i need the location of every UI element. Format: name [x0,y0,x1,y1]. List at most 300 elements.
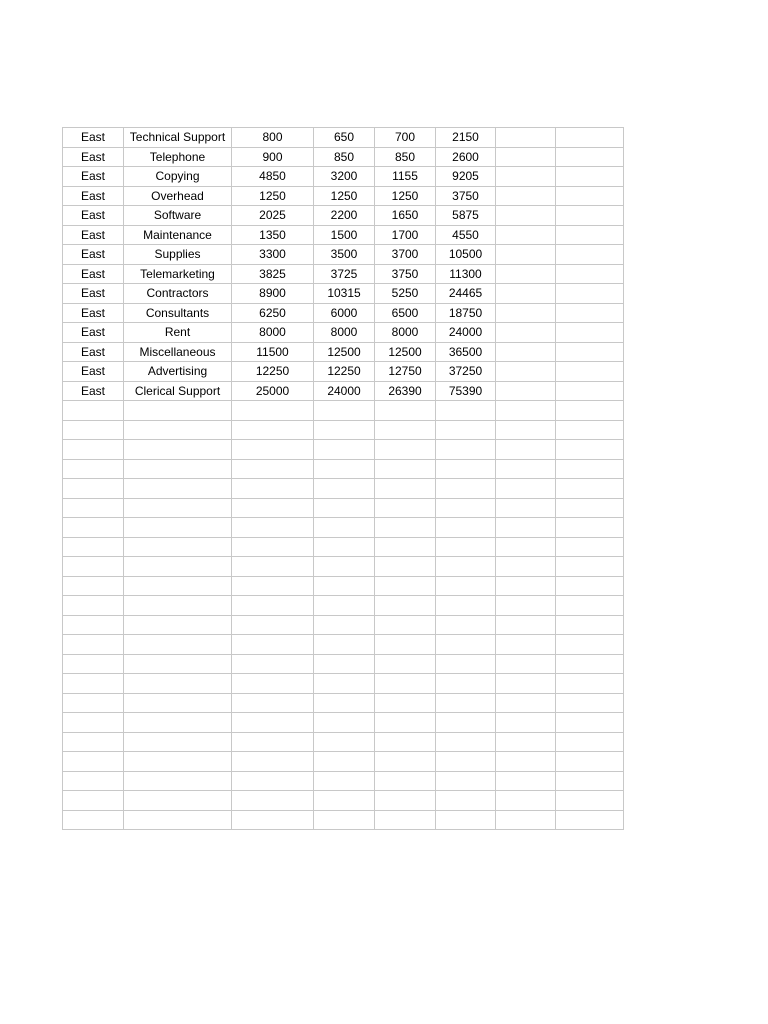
table-row [63,303,624,323]
table-row [63,284,624,304]
cell-value-1: 800 [232,128,314,148]
cell-extra-2 [556,518,624,538]
cell-value-2: 3500 [314,245,375,265]
cell-region: East [63,342,124,362]
cell-category: Maintenance [124,225,232,245]
cell-value-3 [375,791,436,811]
cell-total [436,557,496,577]
cell-extra-2 [556,654,624,674]
cell-region [63,440,124,460]
cell-category [124,635,232,655]
cell-extra-1 [496,654,556,674]
cell-region [63,518,124,538]
table-row [63,732,624,752]
table-row [63,459,624,479]
table-row [63,498,624,518]
cell-extra-1 [496,147,556,167]
cell-extra-2 [556,264,624,284]
cell-total [436,615,496,635]
cell-category [124,791,232,811]
cell-total [436,732,496,752]
table-row [63,537,624,557]
cell-extra-1 [496,381,556,401]
cell-category: Advertising [124,362,232,382]
cell-value-1: 11500 [232,342,314,362]
cell-extra-2 [556,596,624,616]
cell-value-2 [314,537,375,557]
cell-value-2 [314,771,375,791]
cell-extra-1 [496,284,556,304]
cell-extra-1 [496,791,556,811]
cell-value-2 [314,693,375,713]
cell-category: Copying [124,167,232,187]
cell-category: Contractors [124,284,232,304]
cell-value-1: 1350 [232,225,314,245]
cell-value-1: 3300 [232,245,314,265]
cell-value-1 [232,674,314,694]
cell-total [436,713,496,733]
cell-value-2 [314,440,375,460]
cell-value-1: 8000 [232,323,314,343]
cell-category [124,596,232,616]
cell-value-1 [232,518,314,538]
cell-extra-2 [556,674,624,694]
cell-extra-2 [556,362,624,382]
cell-total: 75390 [436,381,496,401]
cell-value-1 [232,537,314,557]
cell-total [436,420,496,440]
cell-region: East [63,147,124,167]
cell-value-1 [232,557,314,577]
cell-extra-2 [556,810,624,830]
cell-value-1: 6250 [232,303,314,323]
cell-value-2 [314,713,375,733]
cell-category [124,440,232,460]
cell-extra-1 [496,557,556,577]
table-row [63,128,624,148]
cell-extra-2 [556,459,624,479]
cell-value-1 [232,732,314,752]
cell-extra-2 [556,479,624,499]
cell-category: Telephone [124,147,232,167]
cell-value-2 [314,401,375,421]
cell-value-1 [232,693,314,713]
cell-region: East [63,206,124,226]
table-row [63,518,624,538]
cell-total [436,479,496,499]
cell-extra-1 [496,303,556,323]
table-row [63,479,624,499]
table-row [63,264,624,284]
cell-total: 5875 [436,206,496,226]
cell-extra-2 [556,381,624,401]
cell-extra-2 [556,186,624,206]
cell-extra-2 [556,245,624,265]
cell-value-1 [232,713,314,733]
cell-extra-2 [556,732,624,752]
cell-category [124,401,232,421]
cell-extra-2 [556,303,624,323]
cell-value-1 [232,420,314,440]
cell-value-2 [314,674,375,694]
cell-category [124,576,232,596]
cell-value-2: 850 [314,147,375,167]
cell-extra-1 [496,810,556,830]
cell-total: 4550 [436,225,496,245]
cell-value-3: 26390 [375,381,436,401]
table-row [63,557,624,577]
cell-total [436,440,496,460]
cell-total [436,810,496,830]
cell-total [436,459,496,479]
cell-value-1 [232,459,314,479]
cell-category [124,810,232,830]
cell-total [436,752,496,772]
cell-value-2: 1250 [314,186,375,206]
cell-value-3 [375,752,436,772]
cell-value-3 [375,713,436,733]
cell-category [124,518,232,538]
cell-category: Consultants [124,303,232,323]
cell-total [436,674,496,694]
cell-value-1: 2025 [232,206,314,226]
cell-region: East [63,128,124,148]
cell-region: East [63,245,124,265]
cell-extra-1 [496,732,556,752]
cell-extra-2 [556,693,624,713]
cell-value-2 [314,752,375,772]
cell-extra-1 [496,615,556,635]
cell-category [124,693,232,713]
cell-region [63,459,124,479]
cell-value-3: 1155 [375,167,436,187]
table-row [63,752,624,772]
cell-total [436,693,496,713]
cell-extra-1 [496,693,556,713]
cell-region: East [63,323,124,343]
cell-value-2: 650 [314,128,375,148]
table-row [63,147,624,167]
cell-extra-1 [496,537,556,557]
cell-total [436,771,496,791]
cell-extra-2 [556,401,624,421]
cell-value-1 [232,615,314,635]
cell-extra-2 [556,440,624,460]
cell-region: East [63,381,124,401]
cell-value-1 [232,635,314,655]
cell-value-1 [232,401,314,421]
table-row [63,225,624,245]
spreadsheet-table [62,127,624,830]
cell-value-2 [314,479,375,499]
cell-region: East [63,303,124,323]
cell-category [124,732,232,752]
cell-region: East [63,167,124,187]
cell-extra-1 [496,440,556,460]
cell-total [436,498,496,518]
cell-value-3 [375,615,436,635]
cell-category: Overhead [124,186,232,206]
cell-value-3 [375,693,436,713]
cell-region [63,596,124,616]
cell-total [436,401,496,421]
cell-category [124,557,232,577]
cell-category [124,674,232,694]
cell-total [436,576,496,596]
cell-region [63,713,124,733]
cell-region [63,498,124,518]
cell-region [63,401,124,421]
cell-value-3: 6500 [375,303,436,323]
cell-value-2: 3725 [314,264,375,284]
cell-category [124,752,232,772]
table-row [63,693,624,713]
cell-region [63,732,124,752]
cell-value-3: 1700 [375,225,436,245]
cell-value-3: 5250 [375,284,436,304]
cell-region [63,752,124,772]
cell-value-2: 12250 [314,362,375,382]
cell-value-3 [375,810,436,830]
cell-extra-1 [496,186,556,206]
cell-extra-1 [496,245,556,265]
cell-value-3 [375,518,436,538]
cell-value-3 [375,401,436,421]
cell-value-3 [375,596,436,616]
cell-region: East [63,186,124,206]
cell-extra-1 [496,323,556,343]
cell-value-3: 3700 [375,245,436,265]
table-row [63,576,624,596]
cell-extra-1 [496,167,556,187]
cell-value-2: 1500 [314,225,375,245]
cell-value-1: 25000 [232,381,314,401]
cell-region [63,693,124,713]
cell-value-1 [232,440,314,460]
cell-extra-1 [496,576,556,596]
cell-region [63,537,124,557]
cell-extra-1 [496,342,556,362]
cell-value-2: 10315 [314,284,375,304]
cell-extra-1 [496,401,556,421]
cell-value-2 [314,810,375,830]
cell-category [124,654,232,674]
cell-total: 24465 [436,284,496,304]
cell-value-2 [314,732,375,752]
cell-value-3 [375,479,436,499]
table-row [63,635,624,655]
cell-region [63,479,124,499]
cell-extra-2 [556,420,624,440]
cell-value-1: 8900 [232,284,314,304]
table-row [63,771,624,791]
cell-category [124,459,232,479]
cell-value-3 [375,576,436,596]
cell-total: 2600 [436,147,496,167]
cell-value-1: 900 [232,147,314,167]
cell-region: East [63,362,124,382]
cell-category [124,498,232,518]
table-row [63,342,624,362]
cell-value-1 [232,498,314,518]
cell-category: Clerical Support [124,381,232,401]
cell-total [436,635,496,655]
cell-extra-1 [496,264,556,284]
table-row [63,615,624,635]
cell-value-3: 8000 [375,323,436,343]
cell-extra-2 [556,537,624,557]
table-row [63,713,624,733]
cell-value-2: 2200 [314,206,375,226]
cell-extra-2 [556,752,624,772]
cell-value-3 [375,732,436,752]
cell-region: East [63,225,124,245]
cell-extra-1 [496,674,556,694]
cell-extra-2 [556,323,624,343]
cell-value-1 [232,654,314,674]
cell-region [63,791,124,811]
cell-value-3: 12750 [375,362,436,382]
cell-region [63,576,124,596]
cell-total [436,596,496,616]
table-row [63,596,624,616]
cell-value-1: 4850 [232,167,314,187]
cell-value-2 [314,654,375,674]
cell-extra-2 [556,167,624,187]
cell-total [436,518,496,538]
cell-value-2 [314,557,375,577]
cell-extra-1 [496,479,556,499]
cell-extra-2 [556,128,624,148]
cell-extra-2 [556,771,624,791]
cell-value-3: 700 [375,128,436,148]
cell-extra-1 [496,713,556,733]
cell-extra-1 [496,206,556,226]
cell-value-1 [232,771,314,791]
cell-extra-1 [496,518,556,538]
table-row [63,674,624,694]
cell-total [436,654,496,674]
cell-value-2: 12500 [314,342,375,362]
cell-extra-1 [496,225,556,245]
cell-category: Miscellaneous [124,342,232,362]
cell-value-2 [314,576,375,596]
cell-value-3 [375,635,436,655]
cell-total: 37250 [436,362,496,382]
cell-extra-2 [556,206,624,226]
cell-region [63,557,124,577]
cell-total: 2150 [436,128,496,148]
cell-region [63,420,124,440]
table-row [63,381,624,401]
cell-category: Telemarketing [124,264,232,284]
cell-region [63,674,124,694]
cell-extra-1 [496,128,556,148]
cell-total: 36500 [436,342,496,362]
cell-category [124,537,232,557]
cell-region [63,635,124,655]
cell-value-3 [375,420,436,440]
cell-region: East [63,284,124,304]
cell-value-2: 24000 [314,381,375,401]
cell-value-2 [314,615,375,635]
cell-value-3 [375,459,436,479]
cell-extra-1 [496,498,556,518]
cell-value-3: 3750 [375,264,436,284]
cell-extra-2 [556,284,624,304]
cell-extra-2 [556,498,624,518]
cell-extra-1 [496,771,556,791]
cell-value-3 [375,771,436,791]
cell-value-2 [314,420,375,440]
cell-extra-1 [496,459,556,479]
table-row [63,206,624,226]
cell-value-1: 12250 [232,362,314,382]
table-row [63,186,624,206]
cell-total [436,791,496,811]
cell-total [436,537,496,557]
cell-total: 18750 [436,303,496,323]
cell-extra-2 [556,342,624,362]
table-row [63,362,624,382]
cell-value-1 [232,576,314,596]
cell-value-2 [314,459,375,479]
cell-extra-2 [556,557,624,577]
cell-category: Technical Support [124,128,232,148]
table-row [63,420,624,440]
cell-value-2 [314,498,375,518]
cell-value-3 [375,440,436,460]
cell-region [63,654,124,674]
cell-category [124,771,232,791]
cell-extra-1 [496,752,556,772]
cell-extra-1 [496,362,556,382]
cell-total: 9205 [436,167,496,187]
cell-extra-2 [556,713,624,733]
cell-extra-1 [496,596,556,616]
table-row [63,167,624,187]
cell-value-1 [232,810,314,830]
table-row [63,791,624,811]
cell-value-1: 1250 [232,186,314,206]
cell-value-1 [232,479,314,499]
cell-value-3 [375,654,436,674]
cell-extra-2 [556,791,624,811]
cell-category [124,479,232,499]
cell-extra-2 [556,147,624,167]
cell-value-3: 850 [375,147,436,167]
cell-value-2: 6000 [314,303,375,323]
cell-value-2 [314,518,375,538]
cell-category [124,420,232,440]
table-row [63,654,624,674]
cell-value-1 [232,752,314,772]
cell-value-3: 1250 [375,186,436,206]
cell-extra-1 [496,420,556,440]
cell-value-1 [232,596,314,616]
cell-region [63,771,124,791]
spreadsheet-body [63,128,624,830]
cell-region: East [63,264,124,284]
cell-value-3 [375,498,436,518]
cell-extra-1 [496,635,556,655]
cell-region [63,810,124,830]
cell-extra-2 [556,635,624,655]
cell-value-2: 8000 [314,323,375,343]
cell-total: 3750 [436,186,496,206]
cell-total: 24000 [436,323,496,343]
cell-category: Supplies [124,245,232,265]
